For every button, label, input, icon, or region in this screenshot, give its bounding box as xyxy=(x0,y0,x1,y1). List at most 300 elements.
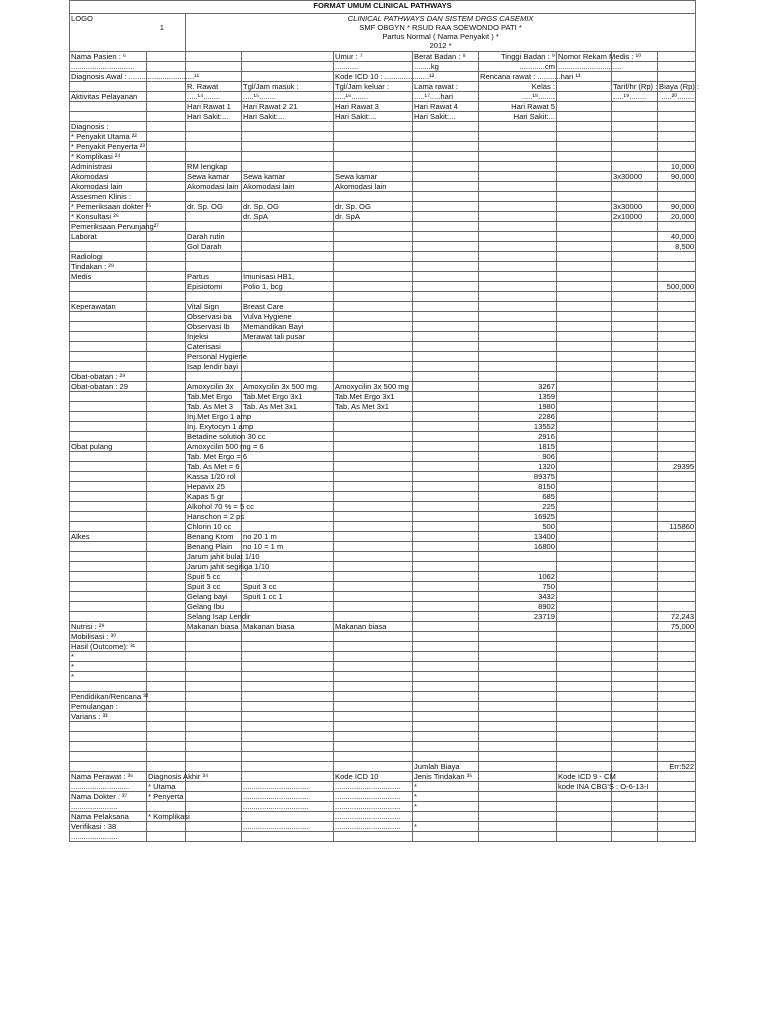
table-cell: Hanschon = 2 ps xyxy=(187,512,245,521)
table-cell xyxy=(557,262,612,272)
table-cell xyxy=(186,812,242,822)
table-cell: dr. SpA xyxy=(242,212,334,222)
table-cell: ...................... xyxy=(70,832,147,842)
table-cell xyxy=(557,722,612,732)
table-cell xyxy=(413,372,479,382)
table-cell xyxy=(413,552,479,562)
table-cell xyxy=(612,232,658,242)
table-cell xyxy=(242,462,334,472)
table-cell xyxy=(70,82,147,92)
table-cell xyxy=(557,742,612,752)
table-row xyxy=(70,732,696,742)
table-cell xyxy=(147,742,186,752)
table-cell xyxy=(658,592,696,602)
table-cell xyxy=(479,662,557,672)
table-cell xyxy=(334,532,413,542)
table-cell xyxy=(479,222,557,232)
table-cell xyxy=(557,512,612,522)
table-cell xyxy=(334,562,413,572)
table-cell xyxy=(479,332,557,342)
table-cell xyxy=(658,822,696,832)
table-cell: Hepavix 25 xyxy=(186,482,242,492)
table-row xyxy=(70,352,696,362)
table-cell: Radiologi xyxy=(70,252,147,262)
table-cell: Varians : ³³ xyxy=(70,712,147,722)
table-cell xyxy=(186,652,242,662)
table-cell xyxy=(479,192,557,202)
table-cell xyxy=(70,282,147,292)
table-cell xyxy=(147,162,186,172)
table-cell: .....¹⁵........ xyxy=(242,92,334,102)
table-row xyxy=(70,282,696,292)
table-cell xyxy=(147,732,186,742)
table-cell xyxy=(612,592,658,602)
table-cell xyxy=(557,662,612,672)
table-cell xyxy=(658,102,696,112)
table-cell xyxy=(479,322,557,332)
table-cell xyxy=(479,272,557,282)
table-cell: Hari Rawat 2 21 xyxy=(242,102,334,112)
table-cell xyxy=(557,152,612,162)
table-cell xyxy=(658,372,696,382)
table-cell xyxy=(479,672,557,682)
table-cell xyxy=(557,612,612,622)
table-cell xyxy=(658,832,696,842)
table-cell: 1815 xyxy=(479,442,557,452)
table-cell: 3267 xyxy=(479,382,557,392)
table-cell xyxy=(147,632,186,642)
table-cell: Spuit 5 cc xyxy=(186,572,242,582)
table-cell xyxy=(147,532,186,542)
table-cell xyxy=(612,262,658,272)
table-cell xyxy=(612,362,658,372)
table-cell xyxy=(147,152,186,162)
table-cell: Inj. Exytocyn 1 amp xyxy=(187,422,254,431)
table-cell: Hari Rawat 1 xyxy=(186,102,242,112)
table-cell xyxy=(658,152,696,162)
table-cell xyxy=(186,802,242,812)
clinical-pathway-sheet xyxy=(69,0,700,842)
table-row xyxy=(70,82,696,92)
table-cell xyxy=(612,732,658,742)
table-row xyxy=(70,792,696,802)
table-cell xyxy=(612,162,658,172)
table-cell xyxy=(658,732,696,742)
table-cell: Inj.Met Ergo 1 amp xyxy=(187,412,252,421)
table-cell xyxy=(147,452,186,462)
table-cell xyxy=(479,232,557,242)
table-cell xyxy=(334,752,413,762)
table-cell xyxy=(612,542,658,552)
table-cell xyxy=(334,832,413,842)
table-cell xyxy=(186,712,242,722)
table-cell: 8,500 xyxy=(658,242,696,252)
table-cell xyxy=(479,262,557,272)
table-cell xyxy=(413,442,479,452)
table-cell xyxy=(413,562,479,572)
table-cell xyxy=(557,222,612,232)
table-cell xyxy=(413,452,479,462)
table-cell xyxy=(557,422,612,432)
table-cell xyxy=(413,472,479,482)
table-cell xyxy=(147,332,186,342)
table-cell xyxy=(612,642,658,652)
table-cell: Hasil (Outcome): ³¹ xyxy=(70,642,147,652)
table-cell: Kode ICD 9 - CM xyxy=(558,772,616,781)
table-cell xyxy=(413,492,479,502)
table-cell xyxy=(413,482,479,492)
table-row xyxy=(70,322,696,332)
table-cell xyxy=(612,612,658,622)
table-cell xyxy=(147,302,186,312)
table-cell: Aktivitas Pelayanan xyxy=(70,92,147,102)
table-cell xyxy=(147,572,186,582)
table-cell xyxy=(557,82,612,92)
table-row xyxy=(70,372,696,382)
table-cell xyxy=(334,502,413,512)
table-cell: kode INA CBG'S : O-6-13-I xyxy=(558,782,649,791)
table-cell xyxy=(334,302,413,312)
table-cell xyxy=(658,122,696,132)
table-cell xyxy=(70,312,147,322)
table-cell xyxy=(479,562,557,572)
table-row xyxy=(70,562,696,572)
table-cell xyxy=(612,672,658,682)
table-cell xyxy=(147,122,186,132)
table-cell xyxy=(242,832,334,842)
table-cell xyxy=(612,312,658,322)
table-row xyxy=(70,132,696,142)
table-cell xyxy=(186,222,242,232)
table-cell xyxy=(334,482,413,492)
table-cell xyxy=(242,722,334,732)
table-cell xyxy=(612,602,658,612)
table-row xyxy=(70,442,696,452)
table-cell xyxy=(479,282,557,292)
table-cell: Pendidikan/Rencana ³² xyxy=(71,692,149,701)
table-cell xyxy=(334,162,413,172)
table-cell xyxy=(70,452,147,462)
table-cell: Spuit 1 cc 1 xyxy=(242,592,334,602)
header-line-2: SMF OBGYN * RSUD RAA SOEWONDO PATI * xyxy=(359,23,522,32)
table-cell xyxy=(612,722,658,732)
table-cell xyxy=(413,232,479,242)
table-cell xyxy=(612,252,658,262)
table-cell xyxy=(479,702,557,712)
table-cell xyxy=(557,372,612,382)
table-cell xyxy=(147,352,186,362)
table-cell xyxy=(413,222,479,232)
table-cell xyxy=(242,482,334,492)
table-cell xyxy=(557,582,612,592)
table-row xyxy=(70,272,696,282)
table-cell xyxy=(70,552,147,562)
table-cell: ........kg xyxy=(413,62,479,72)
table-cell xyxy=(612,422,658,432)
table-cell xyxy=(612,792,658,802)
table-cell: Amoxycilin 3x 500 mg xyxy=(334,382,413,392)
table-cell xyxy=(479,172,557,182)
table-cell: Rencana rawat : ...........hari ¹³ xyxy=(480,72,581,81)
table-cell xyxy=(334,662,413,672)
table-cell: * Penyakit Penyerta ²³ xyxy=(71,142,145,151)
table-row xyxy=(70,812,696,822)
table-cell xyxy=(186,752,242,762)
table-cell xyxy=(413,522,479,532)
table-row xyxy=(70,382,696,392)
table-cell xyxy=(612,752,658,762)
table-cell xyxy=(70,412,147,422)
table-cell xyxy=(242,612,334,622)
table-cell xyxy=(612,472,658,482)
table-cell: 20,000 xyxy=(658,212,696,222)
table-cell xyxy=(334,712,413,722)
table-cell: Biaya (Rp) : xyxy=(659,82,700,91)
table-cell xyxy=(147,192,186,202)
table-cell xyxy=(242,52,334,62)
table-cell xyxy=(557,102,612,112)
table-cell xyxy=(147,52,186,62)
table-cell: Tgl/Jam masuk : xyxy=(242,82,334,92)
table-cell: Hari Sakit:... xyxy=(186,112,242,122)
table-cell xyxy=(658,382,696,392)
table-cell xyxy=(557,282,612,292)
table-cell xyxy=(413,302,479,312)
table-row xyxy=(70,682,696,692)
table-cell xyxy=(658,502,696,512)
table-row xyxy=(70,292,696,302)
table-row xyxy=(70,422,696,432)
table-cell xyxy=(242,412,334,422)
table-cell xyxy=(147,202,186,212)
table-cell: Spuit 3 cc xyxy=(242,582,334,592)
table-cell xyxy=(557,172,612,182)
table-cell xyxy=(242,512,334,522)
table-cell xyxy=(242,662,334,672)
table-cell xyxy=(70,602,147,612)
table-cell: Pemulangan : xyxy=(70,702,147,712)
table-cell xyxy=(658,672,696,682)
table-cell xyxy=(242,642,334,652)
table-cell xyxy=(479,742,557,752)
table-cell xyxy=(479,692,557,702)
table-cell xyxy=(658,452,696,462)
table-cell xyxy=(413,402,479,412)
table-cell: 500 xyxy=(479,522,557,532)
table-row xyxy=(70,52,696,62)
table-cell xyxy=(413,142,479,152)
table-cell xyxy=(479,752,557,762)
table-row xyxy=(70,362,696,372)
table-cell xyxy=(334,242,413,252)
table-row xyxy=(70,432,696,442)
table-cell: Darah rutin xyxy=(186,232,242,242)
table-cell xyxy=(242,132,334,142)
table-cell xyxy=(557,732,612,742)
table-cell xyxy=(242,372,334,382)
header-line-3: Partus Normal ( Nama Penyakit ) * xyxy=(382,32,499,41)
table-cell xyxy=(334,682,413,692)
table-cell xyxy=(479,132,557,142)
table-cell: Vulva Hygiene xyxy=(242,312,334,322)
table-cell xyxy=(658,192,696,202)
table-cell xyxy=(557,812,612,822)
table-cell xyxy=(557,382,612,392)
table-cell xyxy=(186,642,242,652)
table-cell xyxy=(557,162,612,172)
table-row xyxy=(70,402,696,412)
table-cell xyxy=(612,572,658,582)
table-cell xyxy=(658,652,696,662)
table-cell xyxy=(147,542,186,552)
table-cell: 90,000 xyxy=(658,202,696,212)
table-cell xyxy=(186,722,242,732)
table-cell xyxy=(479,642,557,652)
table-cell xyxy=(557,232,612,242)
table-cell: * xyxy=(70,652,147,662)
table-cell xyxy=(242,522,334,532)
table-cell xyxy=(658,132,696,142)
table-cell xyxy=(70,432,147,442)
table-cell xyxy=(612,582,658,592)
table-cell xyxy=(658,712,696,722)
logo-cell xyxy=(70,14,186,52)
table-cell xyxy=(557,792,612,802)
table-cell xyxy=(147,442,186,452)
table-cell xyxy=(334,672,413,682)
table-cell xyxy=(70,352,147,362)
table-cell xyxy=(186,822,242,832)
table-cell xyxy=(147,82,186,92)
table-cell xyxy=(479,552,557,562)
table-cell: Tab. As Met = 6 xyxy=(187,462,240,471)
logo-label: LOGO xyxy=(71,14,93,23)
table-cell xyxy=(479,142,557,152)
table-cell: Selang Isap Lendir xyxy=(187,612,251,621)
table-cell xyxy=(557,702,612,712)
table-cell xyxy=(334,722,413,732)
table-cell xyxy=(242,142,334,152)
table-cell xyxy=(242,62,334,72)
table-cell xyxy=(612,402,658,412)
table-cell xyxy=(334,322,413,332)
table-cell xyxy=(413,342,479,352)
table-cell xyxy=(557,642,612,652)
table-cell xyxy=(479,722,557,732)
table-cell xyxy=(557,392,612,402)
table-cell: Alkes xyxy=(70,532,147,542)
table-cell: Tindakan : ²⁸ xyxy=(70,262,147,272)
table-cell xyxy=(242,252,334,262)
table-cell xyxy=(242,772,334,782)
table-cell xyxy=(658,772,696,782)
table-row xyxy=(70,752,696,762)
table-cell: Akomodasi lain xyxy=(186,182,242,192)
table-cell xyxy=(557,712,612,722)
table-cell xyxy=(479,372,557,382)
table-cell xyxy=(147,112,186,122)
table-cell xyxy=(658,292,696,302)
table-cell xyxy=(658,142,696,152)
table-cell xyxy=(242,752,334,762)
table-cell: Umur : ⁷ xyxy=(334,52,413,62)
table-cell xyxy=(658,642,696,652)
table-cell xyxy=(70,392,147,402)
table-cell xyxy=(658,542,696,552)
table-cell xyxy=(242,192,334,202)
table-cell xyxy=(557,432,612,442)
table-row xyxy=(70,642,696,652)
table-cell xyxy=(70,752,147,762)
table-cell: Diagnosis : xyxy=(70,122,147,132)
table-cell xyxy=(612,122,658,132)
table-cell: Tab. As Met 3x1 xyxy=(242,402,334,412)
table-cell xyxy=(70,332,147,342)
table-cell xyxy=(147,522,186,532)
table-cell: Episiotomi xyxy=(186,282,242,292)
table-cell: 89375 xyxy=(479,472,557,482)
table-cell: Kapas 5 gr xyxy=(186,492,242,502)
table-cell: Hari Sakit:... xyxy=(479,112,557,122)
table-cell: ............................ xyxy=(70,782,147,792)
table-cell xyxy=(479,802,557,812)
table-cell xyxy=(242,672,334,682)
table-cell: Verifikasi : 38 xyxy=(70,822,147,832)
table-cell xyxy=(147,272,186,282)
table-cell: Jarum jahit bulat 1/10 xyxy=(187,552,260,561)
table-cell xyxy=(334,252,413,262)
table-cell xyxy=(242,702,334,712)
table-cell: * Penyerta xyxy=(147,792,186,802)
table-cell xyxy=(186,702,242,712)
table-cell: .....¹⁹........ xyxy=(612,92,658,102)
table-cell xyxy=(147,182,186,192)
table-cell xyxy=(658,742,696,752)
table-cell xyxy=(70,582,147,592)
table-cell xyxy=(242,122,334,132)
table-cell xyxy=(147,582,186,592)
table-cell xyxy=(334,632,413,642)
table-cell xyxy=(334,272,413,282)
table-cell xyxy=(147,402,186,412)
table-cell: Tarif/hr (Rp) : xyxy=(613,82,658,91)
table-row xyxy=(70,72,696,82)
table-cell: dr. Sp. OG xyxy=(242,202,334,212)
table-cell: * xyxy=(70,672,147,682)
table-cell xyxy=(557,652,612,662)
table-cell: * Komplikasi ²⁴ xyxy=(70,152,147,162)
table-cell xyxy=(334,642,413,652)
table-cell: Merawat tali pusar xyxy=(242,332,334,342)
table-cell xyxy=(413,412,479,422)
table-cell xyxy=(612,292,658,302)
table-cell: Injeksi xyxy=(186,332,242,342)
table-row xyxy=(70,172,696,182)
table-cell xyxy=(479,822,557,832)
table-row xyxy=(70,512,696,522)
table-row xyxy=(70,522,696,532)
table-cell xyxy=(557,692,612,702)
table-cell xyxy=(413,612,479,622)
table-row xyxy=(70,392,696,402)
table-cell xyxy=(242,162,334,172)
table-cell xyxy=(186,632,242,642)
table-cell xyxy=(70,732,147,742)
table-cell xyxy=(557,362,612,372)
table-cell: 685 xyxy=(479,492,557,502)
table-cell xyxy=(334,742,413,752)
table-cell xyxy=(612,802,658,812)
